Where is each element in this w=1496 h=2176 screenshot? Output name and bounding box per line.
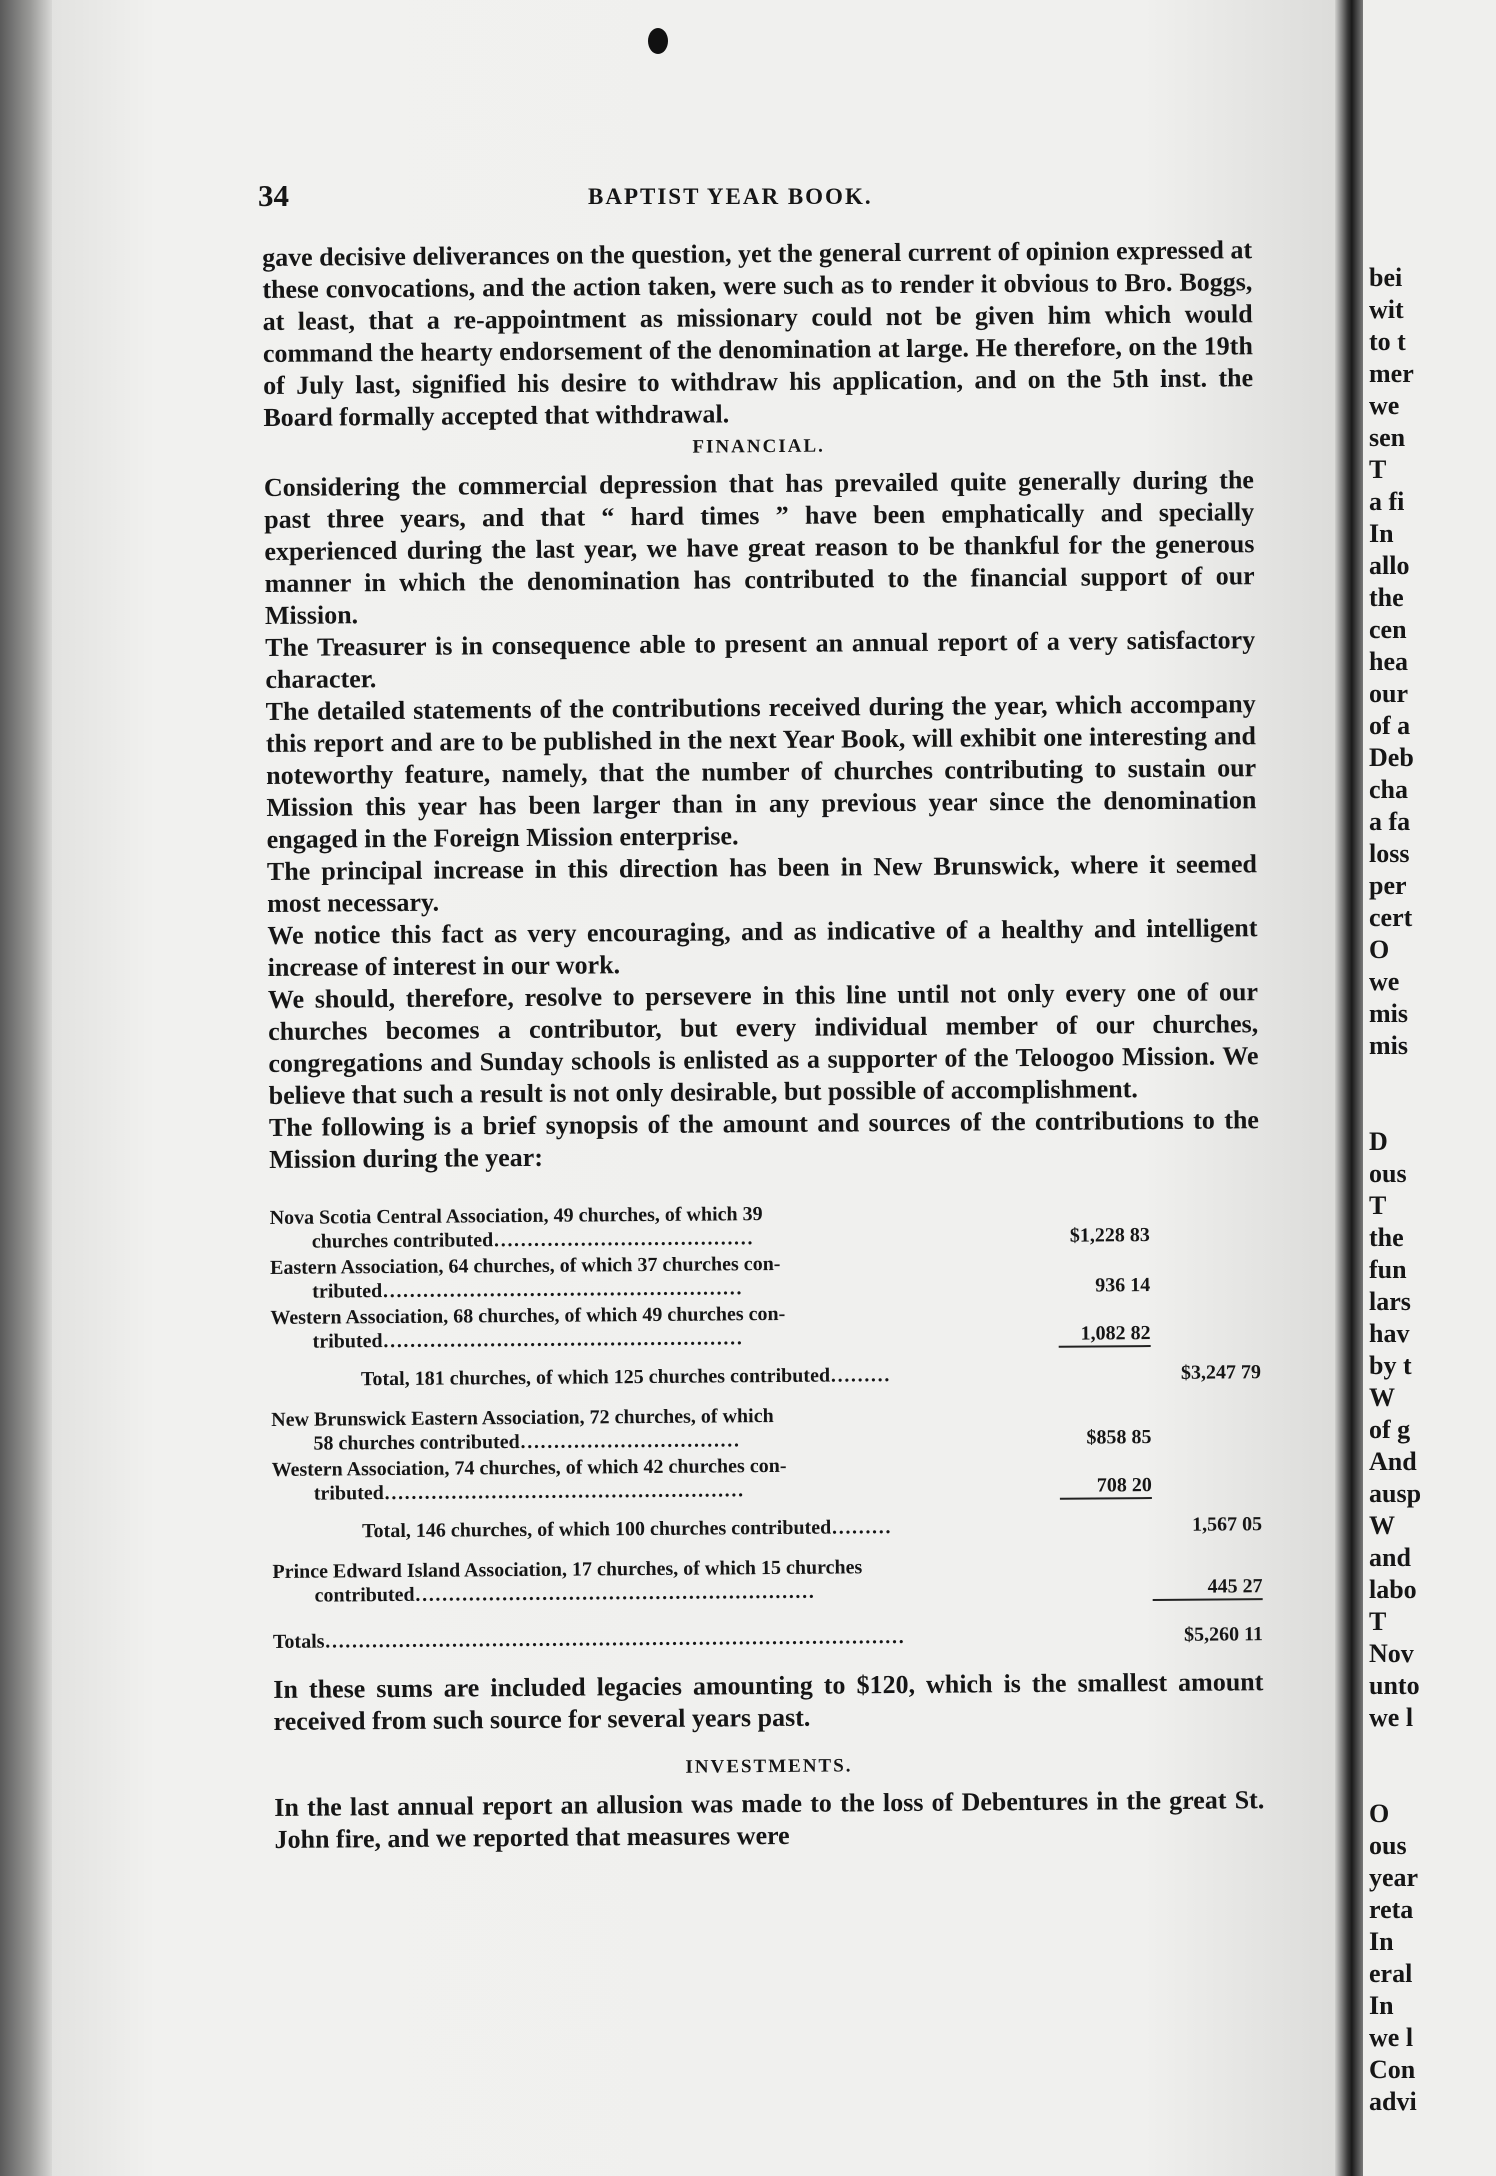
- ledger-total-amount: 1,567 05: [1192, 1513, 1263, 1536]
- paragraph-boggs-withdrawal: gave decisive deliverances on the question, yet the general current of opinion expressed at these convocations, and the action taken, were such as to render it obvious to Bro. Boggs, at least, that a re-appointment as missionary could not be given him which would command the hearty endorsement of the denomination at large. He therefore, on the 19th of July last, signified his desire to withdraw his application, and on the 5th inst. the Board formally accepted that withdrawal.: [262, 235, 1254, 432]
- right-page-line: [1369, 1734, 1421, 1766]
- right-page-line: we l: [1369, 2023, 1414, 2052]
- ledger-row-label: Western Association, 74 churches, of which 42 churches con-: [271, 1454, 787, 1481]
- right-page-line: Deb: [1369, 743, 1414, 772]
- right-page-line: [1369, 1094, 1421, 1126]
- right-page-line: to t: [1369, 327, 1406, 356]
- ledger-grand-total-label: Totals: [272, 1630, 325, 1653]
- right-page-line: In: [1369, 1927, 1394, 1956]
- ledger-row: Prince Edward Island Association, 17 churches, of which 15 churches contributed…………………………………………………… 445 27: [272, 1556, 1263, 1607]
- right-page-line: lars: [1369, 1287, 1411, 1316]
- ledger-row-label-cont: contributed: [314, 1583, 415, 1607]
- right-page-line: And: [1369, 1447, 1417, 1476]
- right-page-line: In: [1369, 519, 1394, 548]
- right-page-line: allo: [1369, 551, 1410, 580]
- right-page-line: ous: [1369, 1831, 1407, 1860]
- right-page-line: Con: [1369, 2055, 1416, 2084]
- right-page-line: hea: [1369, 647, 1408, 676]
- ledger-row: Western Association, 74 churches, of which 42 churches con- tributed……………………………………………… 708 20: [271, 1454, 1152, 1505]
- right-page-line: loss: [1369, 839, 1410, 868]
- page-header: [258, 178, 1268, 218]
- ledger-row-amount: 708 20: [1060, 1473, 1152, 1500]
- page-number: 34: [258, 178, 289, 213]
- right-page-line: year: [1369, 1863, 1419, 1892]
- right-page-line: T: [1369, 455, 1387, 484]
- ledger-row-amount: 445 27: [1152, 1574, 1262, 1601]
- ledger-grand-total-row: Totals…………………………………………………………………………… $5,260 11: [272, 1623, 1264, 1653]
- right-page-line: and: [1369, 1543, 1411, 1572]
- right-page-line: W: [1369, 1511, 1395, 1540]
- ledger-row-amount: 936 14: [1095, 1274, 1151, 1297]
- right-page-line: D: [1369, 1127, 1388, 1156]
- right-page-line: unto: [1369, 1671, 1420, 1700]
- paragraph-financial-3: The detailed statements of the contributions received during the year, which accompany this report and are to be published in the next Year Book, will exhibit one interesting and noteworthy feature, namely, that the number of churches contributing to sustain our Mission this year has been larger than in any previous year since the denomination engaged in the Foreign Mission enterprise.: [265, 689, 1257, 854]
- right-page-line: W: [1369, 1383, 1395, 1412]
- ledger-row-amount: $1,228 83: [1069, 1224, 1150, 1247]
- right-page-line: advi: [1369, 2087, 1417, 2116]
- right-page-line: reta: [1369, 1895, 1414, 1924]
- right-page-line: In: [1369, 1991, 1394, 2020]
- right-page-line: ous: [1369, 1159, 1407, 1188]
- book-gutter: [1335, 0, 1363, 2176]
- microfilm-left-margin: [0, 0, 52, 2176]
- ledger-row-label: Western Association, 68 churches, of which 49 churches con-: [270, 1302, 786, 1329]
- paragraph-financial-6: We should, therefore, resolve to persevere in this line until not only every one of our churches becomes a contributor, but every individual member of our churches, congregations and Sunday schools is enlisted as a supporter of the Teloogoo Mission. We believe that such a result is not only desirable, but possible of accomplishment.: [267, 977, 1259, 1110]
- right-page-text: [1369, 262, 1421, 2118]
- contributions-ledger: [270, 1198, 1263, 1654]
- right-page-line: a fi: [1369, 487, 1405, 516]
- section-heading-investments: INVESTMENTS.: [685, 1755, 853, 1778]
- ledger-row-amount: 1,082 82: [1059, 1321, 1151, 1348]
- right-page-line: mer: [1369, 359, 1414, 388]
- ink-dot-mark: [648, 28, 668, 54]
- right-page-line: of g: [1369, 1415, 1411, 1444]
- right-page-line: [1369, 1766, 1421, 1798]
- right-page-line: cha: [1369, 775, 1408, 804]
- paragraph-financial-2: The Treasurer is in consequence able to present an annual report of a very satisfactory character.: [265, 625, 1256, 694]
- right-page-line: of a: [1369, 711, 1411, 740]
- right-page-line: labo: [1369, 1575, 1417, 1604]
- right-page-line: the: [1369, 1223, 1404, 1252]
- right-page-line: the: [1369, 583, 1404, 612]
- ledger-row-label: Nova Scotia Central Association, 49 churches, of which 39: [269, 1203, 763, 1229]
- right-page-line: our: [1369, 679, 1408, 708]
- right-page-line: bei: [1369, 263, 1403, 292]
- ledger-row-label-cont: tributed: [313, 1482, 384, 1505]
- ledger-total-row: Total, 181 churches, of which 125 churches contributed……… $3,247 79: [360, 1361, 1261, 1391]
- right-page-line: we: [1369, 967, 1400, 996]
- ledger-row: Nova Scotia Central Association, 49 churches, of which 39 churches contributed………………………………… $1,228 83: [269, 1203, 1150, 1253]
- paragraph-financial-5: We notice this fact as very encouraging, and as indicative of a healthy and intelligent increase of interest in our work.: [267, 913, 1258, 982]
- right-page-line: eral: [1369, 1959, 1413, 1988]
- right-page-line: O: [1369, 1799, 1390, 1828]
- ledger-grand-total-amount: $5,260 11: [1183, 1623, 1264, 1646]
- paragraph-investments: In the last annual report an allusion was made to the loss of Debentures in the great St. John fire, and we reported that measures were: [274, 1785, 1265, 1854]
- ledger-row-amount: $858 85: [1086, 1426, 1152, 1449]
- ledger-row-label-cont: 58 churches contributed: [313, 1431, 520, 1455]
- right-page-line: by t: [1369, 1351, 1412, 1380]
- ledger-total-row: Total, 146 churches, of which 100 churches contributed……… 1,567 05: [362, 1513, 1263, 1543]
- right-page-line: T: [1369, 1191, 1387, 1220]
- right-page-line: mis: [1369, 999, 1408, 1028]
- right-page-line: O: [1369, 935, 1390, 964]
- right-page-line: hav: [1369, 1319, 1410, 1348]
- ledger-row: Eastern Association, 64 churches, of which 37 churches con- tributed……………………………………………… 936 14: [269, 1252, 1151, 1303]
- paragraph-legacies: In these sums are included legacies amounting to $120, which is the smallest amount received from such source for several years past.: [273, 1667, 1264, 1736]
- right-page-line: cert: [1369, 903, 1413, 932]
- ledger-row-label: Prince Edward Island Association, 17 churches, of which 15 churches: [272, 1556, 863, 1583]
- right-page-line: T: [1369, 1607, 1387, 1636]
- ledger-row-label-cont: tributed: [312, 1280, 383, 1303]
- ledger-row: Western Association, 68 churches, of which 49 churches con- tributed……………………………………………… 1,082 82: [270, 1302, 1151, 1353]
- page-body: [262, 234, 1265, 1856]
- right-page-line: we l: [1369, 1703, 1414, 1732]
- paragraph-financial-4: The principal increase in this direction has been in New Brunswick, where it seemed most necessary.: [266, 849, 1258, 918]
- right-page-line: wit: [1369, 295, 1404, 324]
- paragraph-financial-7: The following is a brief synopsis of the amount and sources of the contributions to the Mission during the year:: [268, 1105, 1260, 1174]
- right-page-line: [1369, 1062, 1421, 1094]
- ledger-row: New Brunswick Eastern Association, 72 churches, of which 58 churches contributed…………………………… $858 85: [271, 1405, 1152, 1455]
- right-page-line: mis: [1369, 1031, 1408, 1060]
- ledger-total-label: Total, 181 churches, of which 125 churches contributed: [360, 1364, 831, 1391]
- right-page-line: cen: [1369, 615, 1407, 644]
- right-page-line: we: [1369, 391, 1400, 420]
- right-page-fragment: [1363, 0, 1496, 2176]
- ledger-row-label: Eastern Association, 64 churches, of which 37 churches con-: [269, 1252, 781, 1279]
- paragraph-financial-1: Considering the commercial depression that has prevailed quite generally during the past three years, and that “ hard times ” have been emphatically and specially experienced during the last year, we have great reason to be thankful for the generous manner in which the denomination has contributed to the financial support of our Mission.: [263, 465, 1255, 630]
- right-page-line: per: [1369, 871, 1407, 900]
- ledger-row-label: New Brunswick Eastern Association, 72 churches, of which: [271, 1405, 774, 1431]
- right-page-line: Nov: [1369, 1639, 1414, 1668]
- running-title: BAPTIST YEAR BOOK.: [588, 184, 873, 209]
- right-page-line: a fa: [1369, 807, 1411, 836]
- ledger-total-amount: $3,247 79: [1180, 1361, 1261, 1384]
- right-page-line: ausp: [1369, 1479, 1422, 1508]
- ledger-total-label: Total, 146 churches, of which 100 churches contributed: [362, 1516, 832, 1543]
- ledger-row-label-cont: tributed: [312, 1330, 383, 1353]
- right-page-line: sen: [1369, 423, 1406, 452]
- ledger-row-label-cont: churches contributed: [311, 1229, 494, 1253]
- right-page-line: fun: [1369, 1255, 1407, 1284]
- section-heading-financial: FINANCIAL.: [692, 435, 825, 458]
